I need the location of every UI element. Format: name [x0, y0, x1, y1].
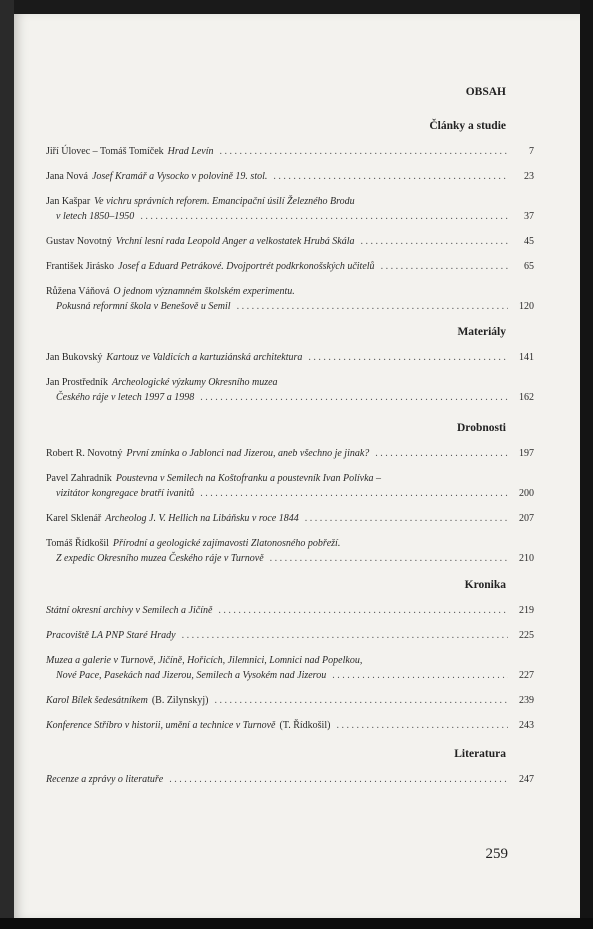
entry-title: Kartouz ve Valdicích a kartuziánská architektura: [106, 352, 303, 363]
toc-entry: [46, 259, 534, 274]
entry-page-number: 207: [519, 513, 534, 524]
entry-title: O jednom významném školském experimentu.: [113, 286, 295, 297]
toc-entry-line: [46, 446, 534, 461]
entry-page-number: 210: [519, 553, 534, 564]
toc-entry: [46, 284, 534, 314]
toc-entry-line: [46, 772, 534, 787]
entry-title: Pokusná reformní škola v Benešově u Semil: [56, 301, 231, 312]
toc-entry: [46, 169, 534, 184]
toc-entry-line: [46, 668, 534, 683]
dot-leader: [218, 603, 508, 618]
toc-entry: [46, 375, 534, 405]
dot-leader: [305, 511, 508, 526]
toc-heading: OBSAH: [465, 86, 506, 98]
dot-leader: [308, 350, 508, 365]
entry-title: Josef a Eduard Petrákové. Dvojportrét podkrkonošských učitelů: [118, 261, 375, 272]
entry-page-number: 219: [519, 605, 534, 616]
entry-page-number: 120: [519, 301, 534, 312]
entry-title: Ve vichru správních reforem. Emancipační úsilí Železného Brodu: [94, 196, 355, 207]
entry-title: Pracoviště LA PNP Staré Hrady: [46, 630, 176, 641]
section-heading: Kronika: [464, 579, 506, 591]
dot-leader: [215, 693, 509, 708]
entry-title: První zmínka o Jablonci nad Jizerou, aneb všechno je jinak?: [126, 448, 370, 459]
entry-title: vizitátor kongregace bratří ivanitů: [56, 488, 195, 499]
entry-author: Tomáš Řídkošil: [46, 538, 109, 549]
toc-entry: [46, 144, 534, 159]
entry-title: Z expedic Okresního muzea Českého ráje v Turnově: [56, 553, 264, 564]
entry-title: Českého ráje v letech 1997 a 1998: [56, 392, 195, 403]
dot-leader: [237, 299, 508, 314]
dot-leader: [200, 390, 508, 405]
dot-leader: [375, 446, 508, 461]
section-heading: Literatura: [454, 748, 506, 760]
entry-page-number: 45: [524, 236, 534, 247]
entry-page-number: 162: [519, 392, 534, 403]
toc-entry-line: [46, 299, 534, 314]
toc-entry-line: [46, 628, 534, 643]
entry-title: Poustevna v Semilech na Koštofranku a poustevník Ivan Polívka –: [115, 473, 382, 484]
entry-author: Karel Sklenář: [46, 513, 102, 524]
entry-title: Státní okresní archivy v Semilech a Jičíně: [46, 605, 213, 616]
toc-entry-line: [46, 390, 534, 405]
entry-page-number: 141: [519, 352, 534, 363]
toc-entry-line: [46, 375, 534, 390]
toc-entry-line: [46, 511, 534, 526]
entry-author: Jiří Úlovec – Tomáš Tomíček: [46, 146, 164, 157]
entry-page-number: 37: [524, 211, 534, 222]
toc-entry: [46, 511, 534, 526]
dot-leader: [273, 169, 508, 184]
section-heading: Drobnosti: [457, 422, 506, 434]
section-heading: Články a studie: [429, 120, 506, 132]
entry-author: Gustav Novotný: [46, 236, 112, 247]
entry-page-number: 225: [519, 630, 534, 641]
toc-entry-line: [46, 209, 534, 224]
dot-leader: [361, 234, 508, 249]
page-number: 259: [485, 846, 508, 862]
entry-title: Archeolog J. V. Hellich na Libáňsku v roce 1844: [105, 513, 299, 524]
entry-page-number: 243: [519, 720, 534, 731]
toc-entry-line: [46, 693, 534, 708]
dot-leader: [381, 259, 508, 274]
entry-author: Růžena Váňová: [46, 286, 110, 297]
entry-page-number: 239: [519, 695, 534, 706]
toc-entry: [46, 446, 534, 461]
dot-leader: [220, 144, 509, 159]
dot-leader: [270, 551, 508, 566]
entry-author: Robert R. Novotný: [46, 448, 123, 459]
toc-entry: [46, 718, 534, 733]
dot-leader: [332, 668, 508, 683]
toc-entry-line: [46, 471, 534, 486]
entry-page-number: 65: [524, 261, 534, 272]
entry-author: František Jirásko: [46, 261, 115, 272]
book-spine: [0, 0, 14, 929]
entry-page-number: 197: [519, 448, 534, 459]
toc-entry: [46, 194, 534, 224]
entry-page-number: 200: [519, 488, 534, 499]
toc-entry: [46, 772, 534, 787]
toc-entry: [46, 536, 534, 566]
toc-entry-line: [46, 653, 534, 668]
entry-title: Muzea a galerie v Turnově, Jičíně, Hořicích, Jilemnici, Lomnici nad Popelkou,: [46, 655, 363, 666]
toc-entry-line: [46, 718, 534, 733]
entry-page-number: 7: [529, 146, 534, 157]
entry-title: Nové Pace, Pasekách nad Jizerou, Semilech a Vysokém nad Jizerou: [56, 670, 327, 681]
toc-entry: [46, 653, 534, 683]
entry-page-number: 247: [519, 774, 534, 785]
entry-contributor: (B. Zilynskyj): [151, 695, 209, 706]
toc-entry-line: [46, 536, 534, 551]
toc-entry-line: [46, 486, 534, 501]
toc-entry-line: [46, 144, 534, 159]
toc-entry-line: [46, 284, 534, 299]
toc-entry: [46, 628, 534, 643]
book-page: [14, 14, 580, 918]
entry-contributor: (T. Řídkošil): [279, 720, 331, 731]
page-edge-right: [580, 0, 593, 929]
entry-title: Konference Stříbro v historii, umění a technice v Turnově: [46, 720, 276, 731]
entry-title: Hrad Levín: [167, 146, 214, 157]
dot-leader: [200, 486, 508, 501]
entry-author: Jan Bukovský: [46, 352, 103, 363]
section-heading: Materiály: [457, 326, 506, 338]
entry-title: Josef Kramář a Vysocko v polovině 19. stol.: [91, 171, 268, 182]
toc-entry-line: [46, 194, 534, 209]
entry-author: Jana Nová: [46, 171, 88, 182]
entry-title: Recenze a zprávy o literatuře: [46, 774, 164, 785]
toc-entry-line: [46, 259, 534, 274]
toc-entry-line: [46, 169, 534, 184]
entry-title: Přírodní a geologické zajímavosti Zlatonosného pobřeží.: [112, 538, 341, 549]
entry-author: Pavel Zahradník: [46, 473, 112, 484]
toc-entry: [46, 234, 534, 249]
toc-entry: [46, 471, 534, 501]
toc-entry-line: [46, 603, 534, 618]
entry-title: v letech 1850–1950: [56, 211, 135, 222]
entry-title: Vrchní lesní rada Leopold Anger a velkostatek Hrubá Skála: [115, 236, 355, 247]
toc-entry-line: [46, 551, 534, 566]
dot-leader: [336, 718, 508, 733]
toc-entry: [46, 693, 534, 708]
entry-author: Jan Kašpar: [46, 196, 91, 207]
dot-leader: [140, 209, 508, 224]
entry-page-number: 227: [519, 670, 534, 681]
toc-entry-line: [46, 350, 534, 365]
entry-title: Karol Bílek šedesátníkem: [46, 695, 148, 706]
entry-title: Archeologické výzkumy Okresního muzea: [111, 377, 278, 388]
dot-leader: [169, 772, 508, 787]
toc-entry: [46, 350, 534, 365]
toc-entry-line: [46, 234, 534, 249]
page-edge-bottom: [0, 918, 593, 929]
entry-page-number: 23: [524, 171, 534, 182]
toc-entry: [46, 603, 534, 618]
entry-author: Jan Prostředník: [46, 377, 108, 388]
dot-leader: [182, 628, 508, 643]
